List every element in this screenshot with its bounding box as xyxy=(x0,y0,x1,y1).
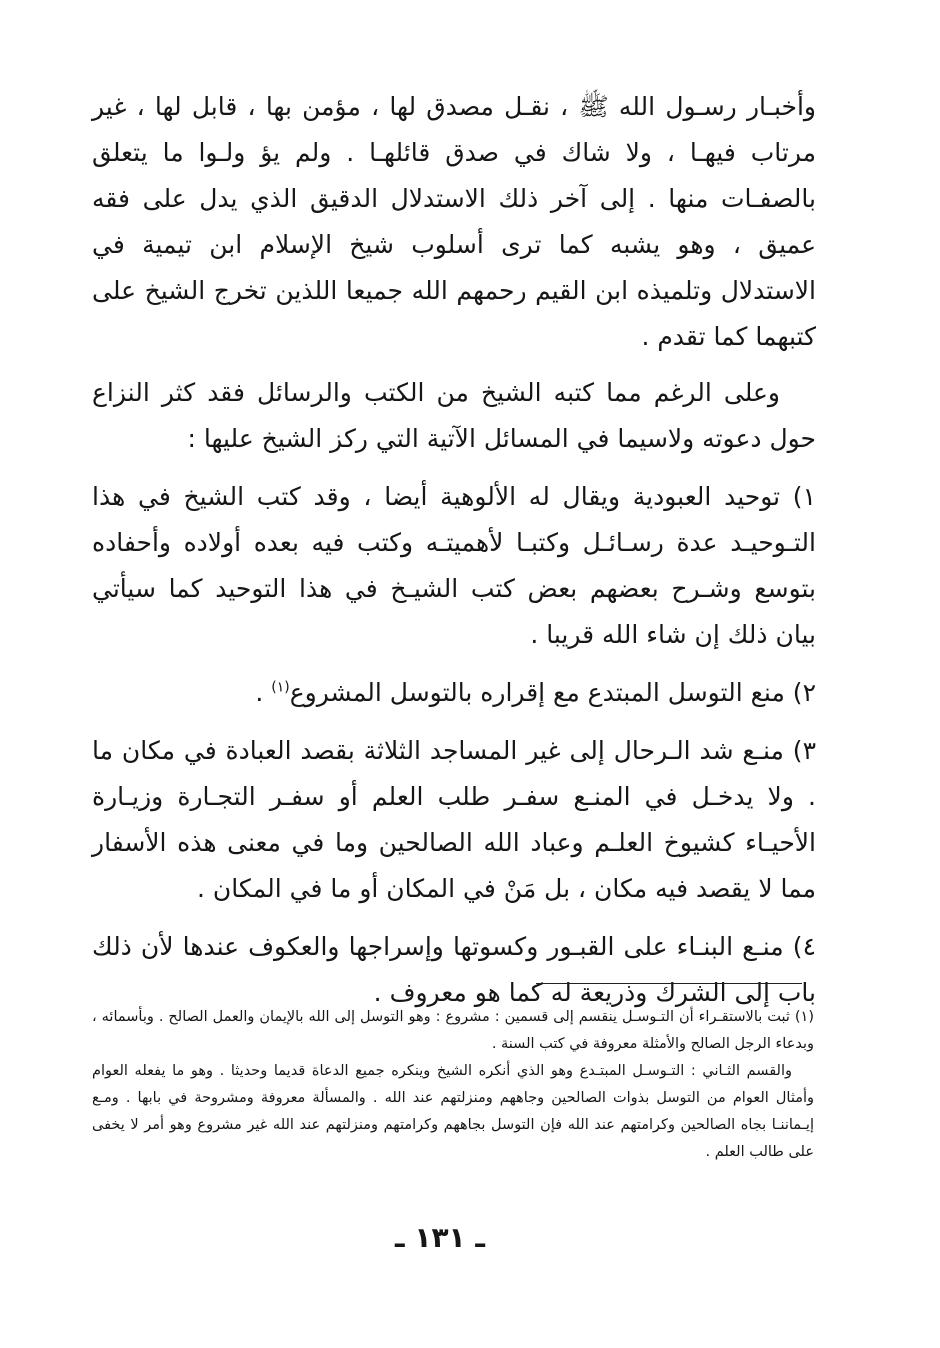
list-item-3: ٣) منـع شد الـرحال إلى غير المساجد الثلاثة بقصد العبادة في مكان ما . ولا يدخـل في المنـع سفـر طلب العلم أو سفـر التجـارة وزيـارة الأحيـاء كشيوخ العلـم وعباد الله الصالحين وما في معنى هذه الأسفار مما لا يقصد فيه مكان ، بل مَنْ في المكان أو ما في المكان . xyxy=(92,736,816,903)
list-item-2-end: . xyxy=(255,678,272,707)
footnotes-block xyxy=(92,1004,814,1166)
main-text-block xyxy=(92,84,816,1028)
page-number: ـ ١٣١ ـ xyxy=(395,1221,485,1254)
list-item-2-text: ٢) منع التوسل المبتدع مع إقراره بالتوسل المشروع xyxy=(289,678,816,707)
footnote-1-part-2: والقسم الثـاني : التـوسـل المبتـدع وهو الذي أنكره الشيخ وينكره جميع الدعاة قديما وحديثا . وهو ما يفعله العوام وأمثال العوام من التوسل بذوات الصالحين وجاههم ومنزلتهم عند الله . والمسألة معروفة ومشروحة في بابها . ومـع إيـماننـا بجاه الصالحين وكرامتهم عند الله فإن التوسل بجاههم وكرامتهم ومنزلتهم عند الله غير مشروع وهو أمر لا يخفى على طالب العلم . xyxy=(92,1063,814,1160)
footnote-divider xyxy=(536,983,802,984)
list-item-1: ١) توحيد العبودية ويقال له الألوهية أيضا ، وقد كتب الشيخ في هذا التـوحيـد عدة رسـائـل وكتبـا لأهميتـه وكتب فيه بعده أولاده وأحفاده بتوسع وشـرح بعضهم بعض كتب الشيـخ في هذا التوحيد كما سيأتي بيان ذلك إن شاء الله قريبا . xyxy=(92,482,816,649)
footnote-reference: (١) xyxy=(271,679,290,696)
list-item-4: ٤) منـع البنـاء على القبـور وكسوتها وإسراجها والعكوف عندها لأن ذلك باب إلى الشرك وذريعة له كما هو معروف . xyxy=(92,932,816,1007)
paragraph-disputes: وعلى الرغم مما كتبه الشيخ من الكتب والرسائل فقد كثر النزاع حول دعوته ولاسيما في المسائل الآتية التي ركز الشيخ عليها : xyxy=(92,378,816,453)
footnote-1-part-1: (١) ثبت بالاستقـراء أن التـوسـل ينقسم إلى قسمين : مشروع : وهو التوسل إلى الله بالإيمان والعمل الصالح . وبأسمائه ، وبدعاء الرجل الصالح والأمثلة معروفة في كتب السنة . xyxy=(92,1009,814,1052)
intro-paragraph: وأخبـار رسـول الله ﷺ ، نقـل مصدق لها ، مؤمن بها ، قابل لها ، غير مرتاب فيهـا ، ولا شاك في صدق قائلهـا . ولم يؤ ولـوا ما يتعلق بالصفـات منها . إلى آخر ذلك الاستدلال الدقيق الذي يدل على فقه عميق ، وهو يشبه كما ترى أسلوب شيخ الإسلام ابن تيمية في الاستدلال وتلميذه ابن القيم رحمهم الله جميعا اللذين تخرج الشيخ على كتبهما كما تقدم . xyxy=(92,92,816,351)
list-item-2 xyxy=(92,670,816,716)
